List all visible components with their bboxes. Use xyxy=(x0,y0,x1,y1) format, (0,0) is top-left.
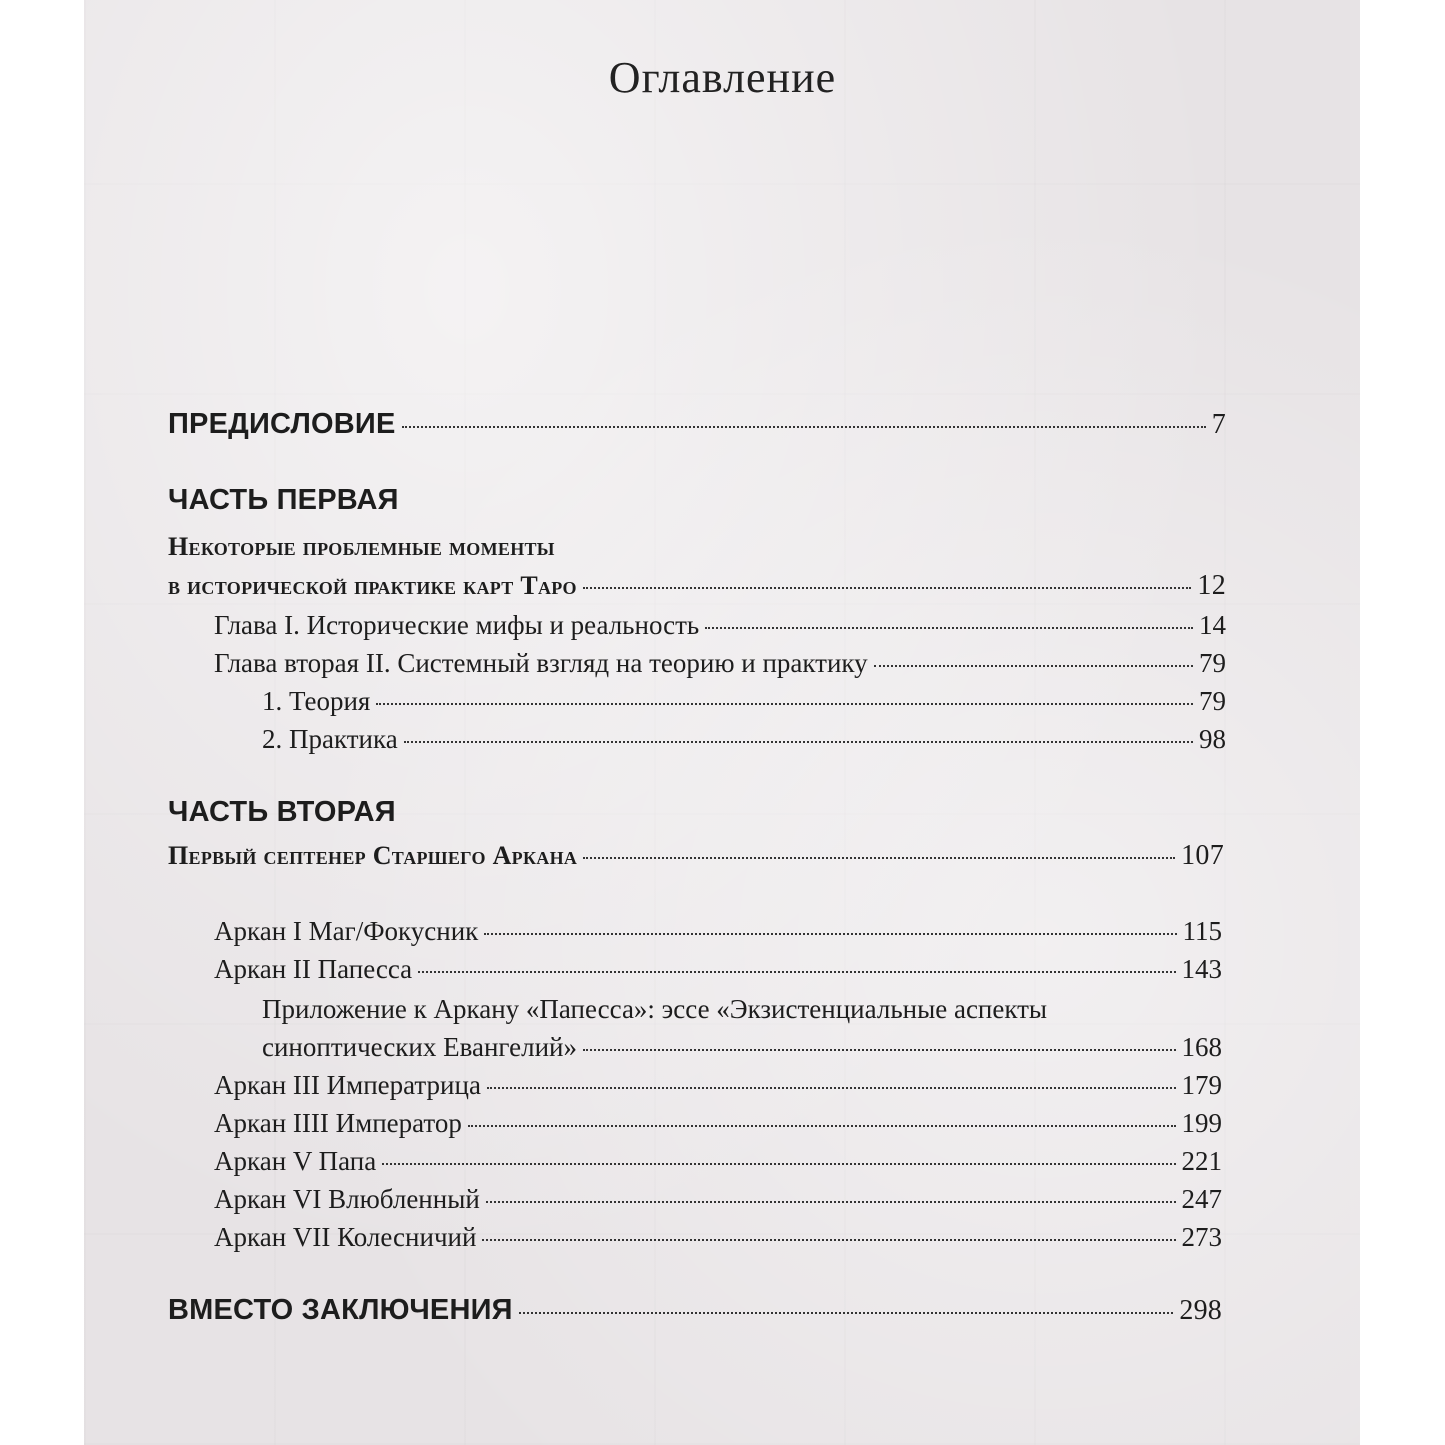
toc-label: Аркан VI Влюбленный xyxy=(214,1184,480,1214)
part-one-heading: ЧАСТЬ ПЕРВАЯ xyxy=(168,484,399,516)
toc-entry-conclusion[interactable] xyxy=(168,1294,1222,1327)
toc-entry-chapter-1[interactable] xyxy=(214,610,1226,641)
toc-label: 1. Теория xyxy=(262,686,371,716)
toc-page-number: 273 xyxy=(1181,1222,1222,1252)
toc-page-number: 221 xyxy=(1181,1146,1222,1176)
toc-page-number: 115 xyxy=(1182,916,1222,946)
toc-page-number: 14 xyxy=(1199,610,1226,640)
leader-dots xyxy=(484,933,1176,935)
leader-dots xyxy=(487,1087,1176,1089)
part-one-subtitle-line1: Некоторые проблемные моменты xyxy=(168,532,555,561)
toc-entry-arcana-7[interactable] xyxy=(214,1222,1222,1253)
toc-page-number: 168 xyxy=(1181,1032,1222,1062)
toc-page-number: 79 xyxy=(1199,686,1226,716)
toc-entry-theory[interactable] xyxy=(262,686,1226,717)
toc-label: Аркан II Папесса xyxy=(214,954,413,984)
toc-entry-arcana-2[interactable] xyxy=(214,954,1222,985)
toc-label: Аркан V Папа xyxy=(214,1146,377,1176)
toc-page-number: 12 xyxy=(1197,570,1226,601)
toc-entry-arcana-1[interactable] xyxy=(214,916,1222,947)
leader-dots xyxy=(468,1125,1176,1127)
leader-dots xyxy=(705,627,1193,629)
toc-page-number: 7 xyxy=(1211,409,1226,440)
toc-page-number: 179 xyxy=(1181,1070,1222,1100)
leader-dots xyxy=(874,665,1193,667)
toc-entry-arcana-3[interactable] xyxy=(214,1070,1222,1101)
toc-label: Глава вторая II. Системный взгляд на теорию и практику xyxy=(214,648,868,678)
leader-dots xyxy=(583,857,1175,859)
toc-entry-part-one[interactable] xyxy=(168,570,1226,602)
toc-page-number: 199 xyxy=(1181,1108,1222,1138)
toc-entry-practice[interactable] xyxy=(262,724,1226,755)
toc-label: Глава I. Исторические мифы и реальность xyxy=(214,610,700,640)
toc-label: Аркан III Императрица xyxy=(214,1070,481,1100)
leader-dots xyxy=(382,1163,1175,1165)
toc-label: Аркан VII Колесничий xyxy=(214,1222,477,1252)
toc-entry-part-two[interactable] xyxy=(168,840,1224,872)
toc-entry-arcana-6[interactable] xyxy=(214,1184,1222,1215)
leader-dots xyxy=(404,741,1193,743)
toc-label: Первый септенер Старшего Аркана xyxy=(168,841,578,870)
toc-label: ВМЕСТО ЗАКЛЮЧЕНИЯ xyxy=(168,1294,513,1326)
toc-label: Аркан I Маг/Фокусник xyxy=(214,916,479,946)
toc-label: синоптических Евангелий» xyxy=(262,1032,578,1062)
toc-page-number: 98 xyxy=(1199,724,1226,754)
toc-page-number: 247 xyxy=(1181,1184,1222,1214)
leader-dots xyxy=(583,1049,1175,1051)
leader-dots xyxy=(486,1201,1176,1203)
toc-entry-appendix[interactable] xyxy=(262,1032,1222,1063)
leader-dots xyxy=(376,703,1193,705)
toc-entry-arcana-5[interactable] xyxy=(214,1146,1222,1177)
leader-dots xyxy=(402,426,1206,428)
leader-dots xyxy=(583,587,1192,589)
toc-page-number: 107 xyxy=(1181,840,1224,871)
leader-dots xyxy=(519,1312,1174,1314)
toc-entry-arcana-4[interactable] xyxy=(214,1108,1222,1139)
toc-entry-chapter-2[interactable] xyxy=(214,648,1226,679)
page-title: Оглавление xyxy=(608,53,837,102)
toc-label: в исторической практике карт Таро xyxy=(168,571,577,600)
toc-label: ПРЕДИСЛОВИЕ xyxy=(168,408,396,440)
toc-label: 2. Практика xyxy=(262,724,398,754)
toc-page-number: 79 xyxy=(1199,648,1226,678)
toc-label: Аркан IIII Император xyxy=(214,1108,462,1138)
toc-page-number: 143 xyxy=(1181,954,1222,984)
appendix-line1: Приложение к Аркану «Папесса»: эссе «Экзистенциальные аспекты xyxy=(262,994,1048,1024)
toc-page-number: 298 xyxy=(1179,1295,1222,1326)
part-two-heading: ЧАСТЬ ВТОРАЯ xyxy=(168,796,396,828)
leader-dots xyxy=(418,971,1175,973)
leader-dots xyxy=(482,1239,1175,1241)
toc-entry-preface[interactable] xyxy=(168,408,1226,441)
